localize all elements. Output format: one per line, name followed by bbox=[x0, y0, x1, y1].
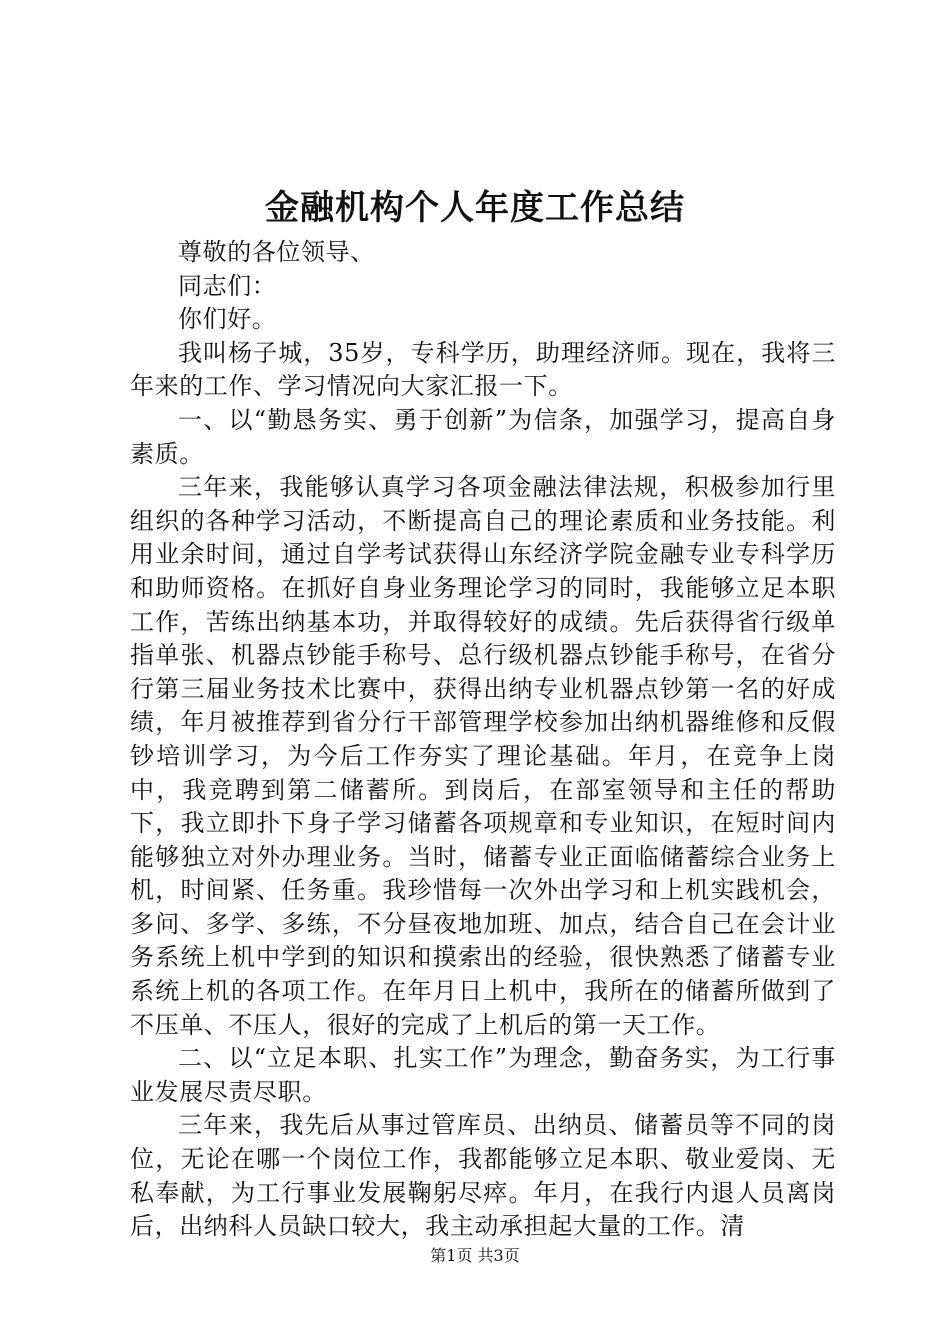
document-body bbox=[130, 236, 836, 1244]
greeting-line-1: 尊敬的各位领导、 bbox=[178, 238, 375, 266]
intro-paragraph: 我叫杨子城，35岁，专科学历，助理经济师。现在，我将三年来的工作、学习情况向大家汇报一下。 bbox=[130, 338, 836, 401]
greeting-line-3: 你们好。 bbox=[178, 305, 277, 334]
section-heading-2: 二、以“立足本职、扎实工作”为理念，勤奋务实，为工行事业发展尽责尽职。 bbox=[130, 1044, 836, 1106]
greeting-line-2: 同志们： bbox=[178, 271, 277, 300]
section-1-paragraph: 三年来，我能够认真学习各项金融法律法规，积极参加行里组织的各种学习活动，不断提高自己的理论素质和业务技能。利用业余时间，通过自学考试获得山东经济学院金融专业专科学历和助师资格。在抓好自身业务理论学习的同时，我能够立足本职工作，苦练出纳基本功，并取得较好的成绩。先后获得省行级单指单张、机器点钞能手称号、总行级机器点钞能手称号，在省分行第三届业务技术比赛中，获得出纳专业机器点钞第一名的好成绩，年月被推荐到省分行干部管理学校参加出纳机器维修和反假钞培训学习，为今后工作夯实了理论基础。年月，在竞争上岗中，我竞聘到第二储蓄所。到岗后，在部室领导和主任的帮助下，我立即扑下身子学习储蓄各项规章和专业知识，在短时间内能够独立对外办理业务。当时，储蓄专业正面临储蓄综合业务上机，时间紧、任务重。我珍惜每一次外出学习和上机实践机会，多问、多学、多练，不分昼夜地加班、加点，结合自己在会计业务系统上机中学到的知识和摸索出的经验，很快熟悉了储蓄专业系统上机的各项工作。在年月日上机中，我所在的储蓄所做到了不压单、不压人，很好的完成了上机后的第一天工作。 bbox=[130, 473, 836, 1039]
document-title: 金融机构个人年度工作总结 bbox=[265, 188, 685, 228]
page-number-footer: 第1页 共3页 bbox=[430, 1246, 520, 1265]
section-heading-1: 一、以“勤恳务实、勇于创新”为信条，加强学习，提高自身素质。 bbox=[130, 405, 836, 468]
section-2-paragraph: 三年来，我先后从事过管库员、出纳员、储蓄员等不同的岗位，无论在哪一个岗位工作，我都能够立足本职、敬业爱岗、无私奉献，为工行事业发展鞠躬尽瘁。年月，在我行内退人员离岗后，出纳科人员缺口较大，我主动承担起大量的工作。清 bbox=[130, 1111, 836, 1241]
